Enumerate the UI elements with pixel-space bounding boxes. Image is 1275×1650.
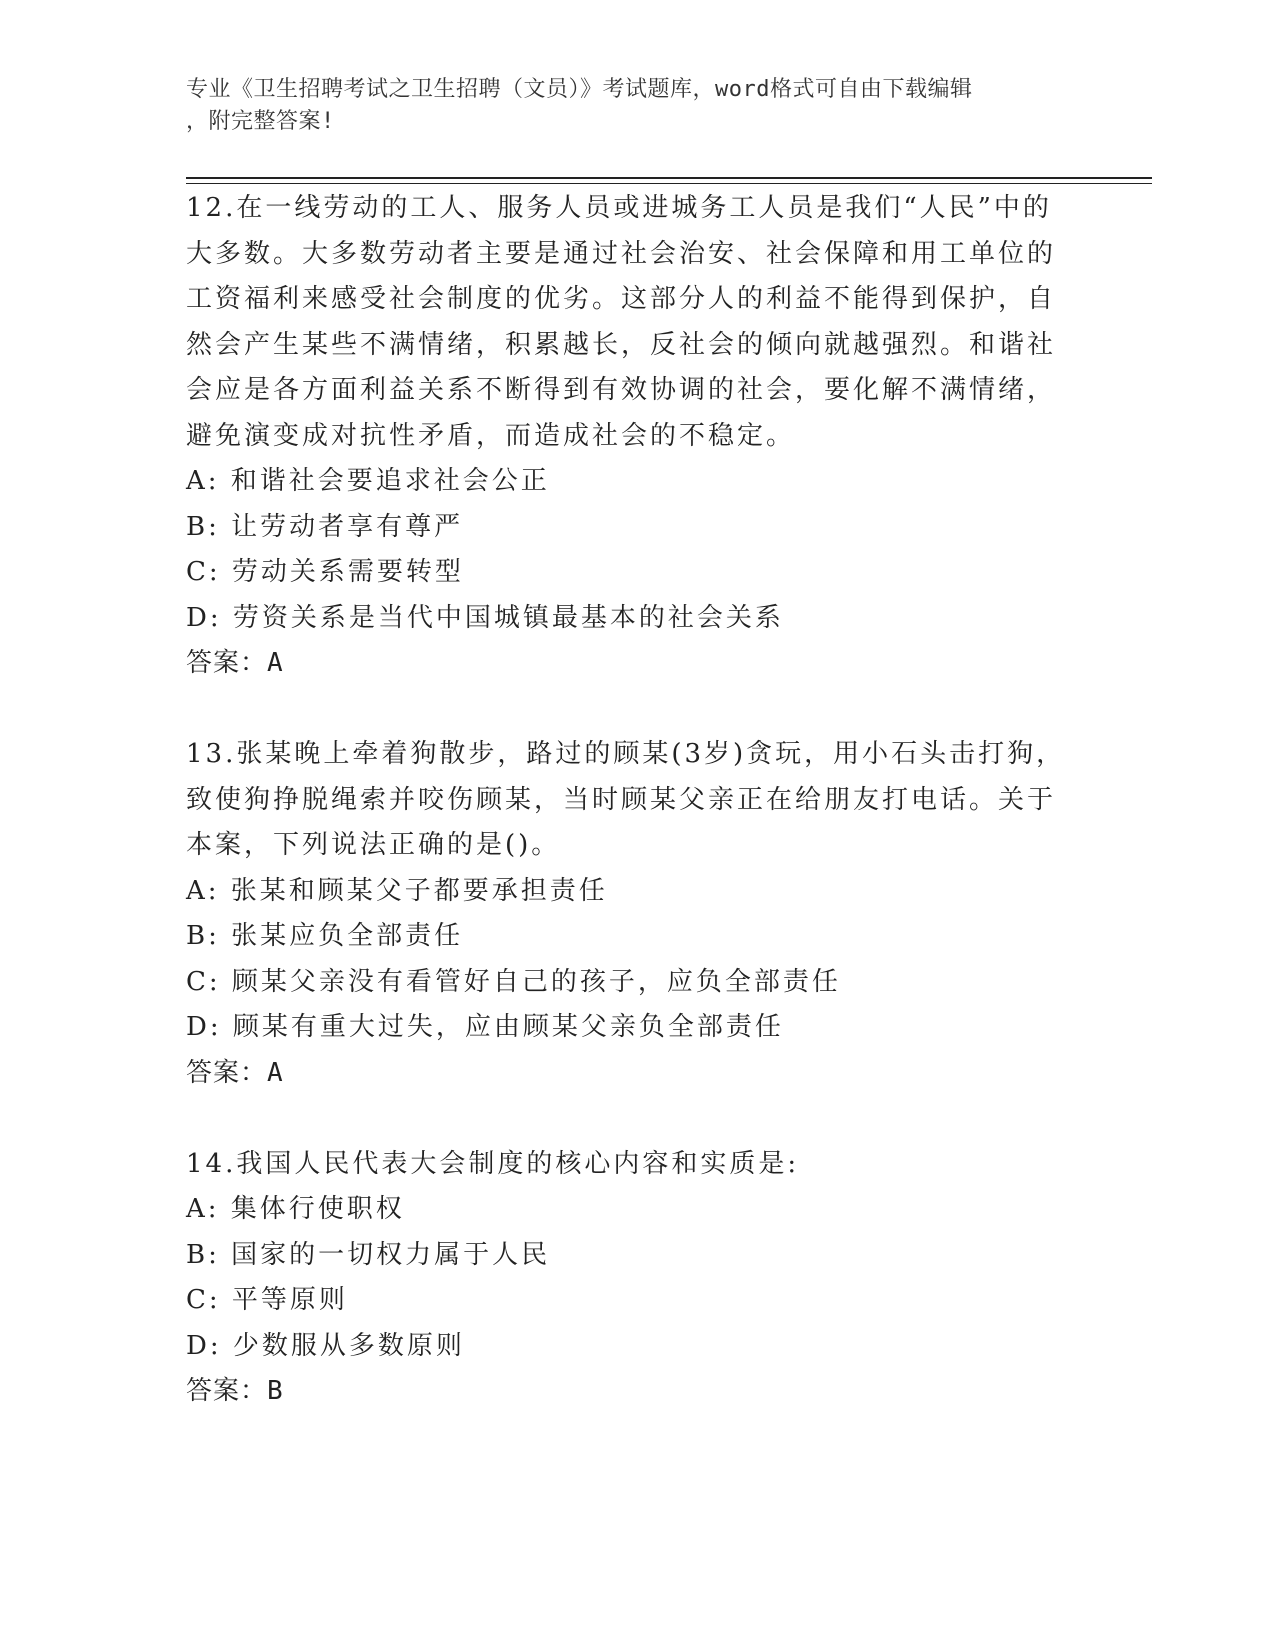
option-c: C: 平等原则 [186,1285,348,1315]
question-14 [186,1142,1066,1415]
option-d: D: 顾某有重大过失，应由顾某父亲负全部责任 [186,1012,784,1042]
option-d: D: 少数服从多数原则 [186,1330,465,1361]
option-a: A: 集体行使职权 [186,1194,405,1224]
question-stem: 14.我国人民代表大会制度的核心内容和实质是: [186,1148,800,1179]
option-b: B: 国家的一切权力属于人民 [186,1239,551,1270]
question-stem: 12.在一线劳动的工人、服务人员或进城务工人员是我们“人民”中的大多数。大多数劳动者主要是通过社会治安、社会保障和用工单位的工资福利来感受社会制度的优劣。这部分人的利益不能得到保护，自然会产生某些不满情绪，积累越长，反社会的倾向就越强烈。和谐社会应是各方面利益关系不断得到有效协调的社会，要化解不满情绪，避免演变成对抗性矛盾，而造成社会的不稳定。 [186,193,1057,451]
question-list [186,186,1066,1460]
header-divider-thick [186,177,1152,179]
answer-line: 答案：A [186,1057,284,1088]
option-b: B: 张某应负全部责任 [186,921,464,951]
header-line-2: ，附完整答案! [186,109,335,134]
option-d: D: 劳资关系是当代中国城镇最基本的社会关系 [186,602,784,633]
answer-line: 答案：B [186,1376,284,1406]
option-b: B: 让劳动者享有尊严 [186,511,464,542]
header-line-1: 专业《卫生招聘考试之卫生招聘（文员）》考试题库，word格式可自由下载编辑 [186,77,973,102]
option-c: C: 劳动关系需要转型 [186,557,464,587]
question-12 [186,186,1066,687]
document-header [186,74,1066,138]
answer-line: 答案：A [186,648,284,678]
question-stem: 13.张某晚上牵着狗散步，路过的顾某(3岁)贪玩，用小石头击打狗，致使狗挣脱绳索并咬伤顾某，当时顾某父亲正在给朋友打电话。关于本案，下列说法正确的是()。 [186,739,1066,860]
header-divider-thin [186,183,1152,184]
option-a: A: 和谐社会要追求社会公正 [186,466,550,496]
option-c: C: 顾某父亲没有看管好自己的孩子，应负全部责任 [186,966,841,997]
question-13 [186,732,1066,1096]
option-a: A: 张某和顾某父子都要承担责任 [186,875,608,906]
